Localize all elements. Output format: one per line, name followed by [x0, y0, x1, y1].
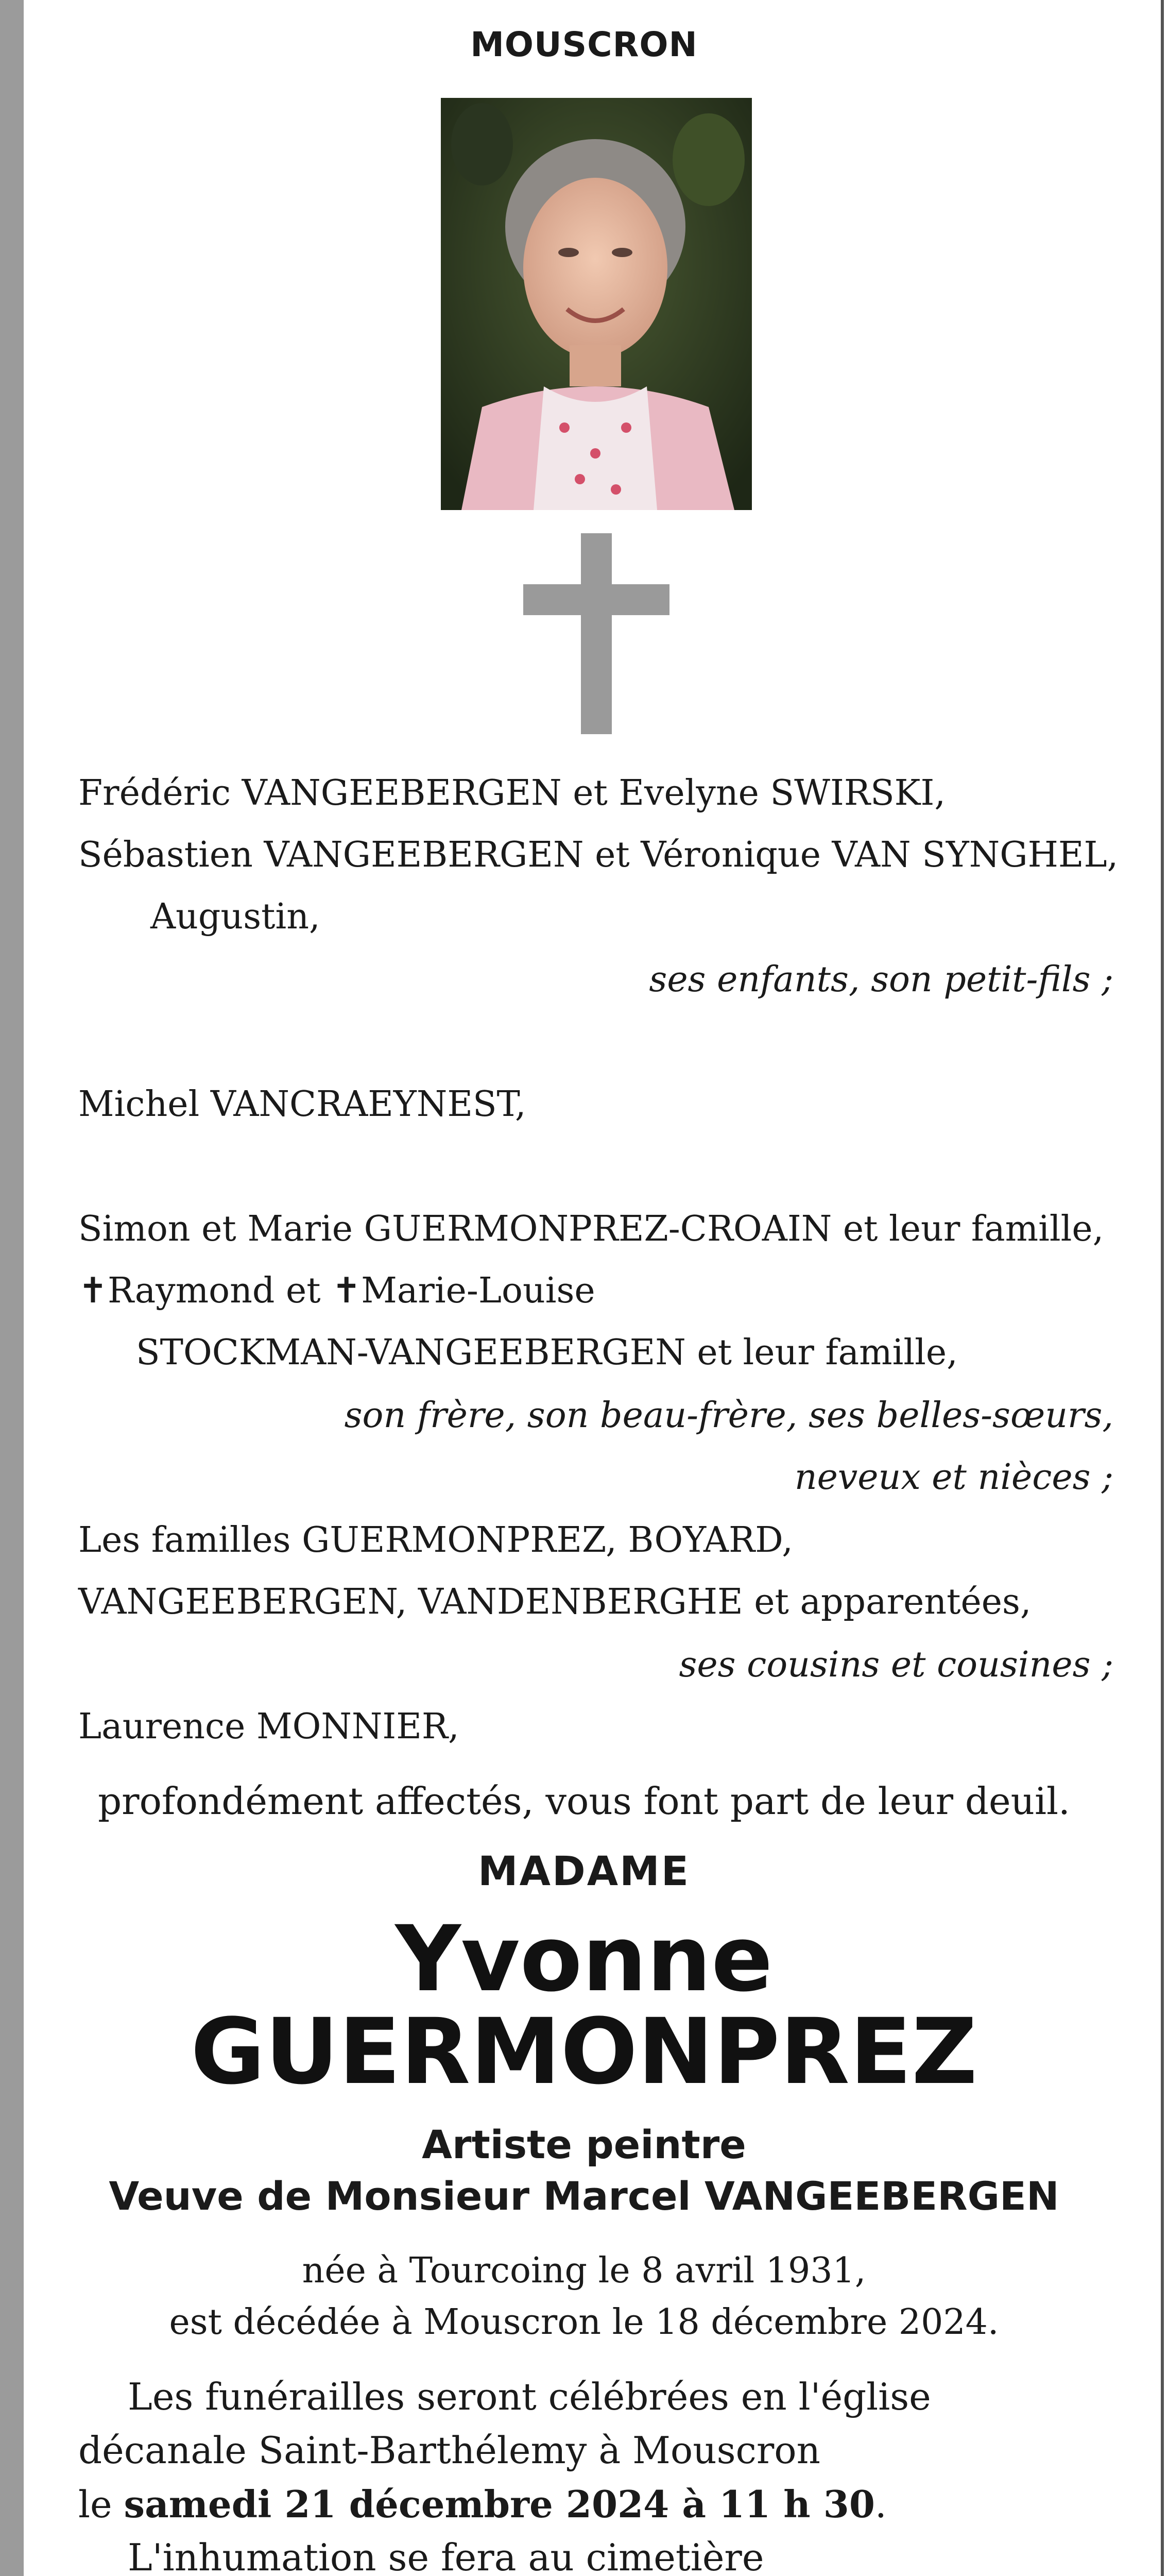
deceased-last-name: GUERMONPREZ	[191, 1999, 977, 2105]
deceased-widow-of: Veuve de Monsieur Marcel VANGEEBERGEN	[109, 2173, 1059, 2219]
cross-icon	[581, 533, 612, 734]
partner-line: Michel VANCRAEYNEST,	[78, 1084, 526, 1125]
portrait-photo	[441, 98, 752, 510]
funeral-line-2: décanale Saint-Barthélemy à Mouscron	[78, 2429, 820, 2472]
cousins-line-1: Les familles GUERMONPREZ, BOYARD,	[78, 1520, 793, 1561]
deceased-title: MADAME	[478, 1849, 690, 1895]
siblings-line-3: STOCKMAN-VANGEEBERGEN et leur famille,	[136, 1332, 958, 1373]
death-line: est décédée à Mouscron le 18 décembre 2024.	[169, 2302, 999, 2343]
burial-line-1: L'inhumation se fera au cimetière	[128, 2536, 764, 2576]
location-header: MOUSCRON	[470, 25, 698, 64]
siblings-line-1: Simon et Marie GUERMONPREZ-CROAIN et leur famille,	[78, 1209, 1104, 1249]
funeral-date-suffix: .	[874, 2483, 887, 2526]
birth-line: née à Tourcoing le 8 avril 1931,	[302, 2250, 866, 2291]
deceased-occupation: Artiste peintre	[422, 2122, 746, 2167]
announcement-line: profondément affectés, vous font part de leur deuil.	[98, 1780, 1070, 1823]
funeral-date-prefix: le	[78, 2483, 124, 2526]
friend-line: Laurence MONNIER,	[78, 1706, 459, 1747]
cousins-role: ses cousins et cousines ;	[679, 1645, 1113, 1685]
funeral-date: samedi 21 décembre 2024 à 11 h 30	[124, 2482, 875, 2526]
siblings-name-marie-louise: Marie-Louise	[361, 1270, 595, 1311]
deceased-cross-icon: ✝	[78, 1270, 108, 1311]
siblings-line-2	[78, 1270, 595, 1311]
siblings-role-2: neveux et nièces ;	[794, 1457, 1113, 1498]
deceased-cross-icon: ✝	[332, 1270, 362, 1311]
siblings-name-raymond: Raymond et	[107, 1270, 332, 1311]
portrait-image	[441, 98, 752, 510]
funeral-line-1: Les funérailles seront célébrées en l'église	[128, 2375, 931, 2418]
child-line-2: Sébastien VANGEEBERGEN et Véronique VAN SYNGHEL,	[78, 835, 1119, 875]
deceased-first-name: Yvonne	[395, 1906, 773, 2012]
funeral-line-3	[78, 2482, 887, 2526]
children-role: ses enfants, son petit-fils ;	[649, 959, 1113, 1000]
cross-icon-bar	[523, 584, 669, 615]
grandchild-line: Augustin,	[150, 896, 320, 937]
cousins-line-2: VANGEEBERGEN, VANDENBERGHE et apparentées,	[78, 1582, 1032, 1622]
siblings-role-1: son frère, son beau-frère, ses belles-sœurs,	[344, 1395, 1113, 1436]
child-line-1: Frédéric VANGEEBERGEN et Evelyne SWIRSKI,	[78, 773, 946, 814]
